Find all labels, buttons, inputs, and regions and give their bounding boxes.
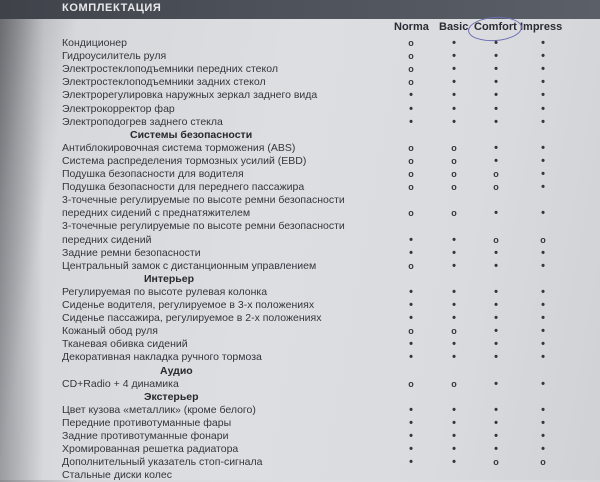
availability-mark: • [452, 430, 456, 442]
row-label: Подушка безопасности для переднего пассажира [62, 181, 305, 194]
row-label: Передние противотуманные фары [62, 416, 232, 429]
table-row [0, 456, 600, 469]
availability-mark: • [494, 63, 498, 76]
availability-mark: • [409, 312, 413, 325]
availability-mark: • [541, 102, 545, 115]
table-row [0, 286, 600, 299]
column-header-impress: Impress [520, 21, 563, 33]
availability-mark: • [409, 338, 413, 351]
availability-mark: • [452, 312, 456, 325]
column-header-basic: Basic [439, 21, 469, 33]
availability-mark: • [494, 430, 498, 442]
availability-mark: • [541, 115, 545, 128]
availability-mark: o [408, 155, 414, 166]
availability-mark: • [452, 102, 456, 115]
header-bar [0, 0, 600, 19]
section-title: Интерьер [144, 272, 194, 285]
availability-mark: o [408, 208, 414, 219]
availability-mark: • [409, 403, 413, 416]
availability-mark: • [409, 416, 413, 429]
row-label: Кондиционер [62, 37, 127, 49]
availability-mark: o [451, 326, 457, 337]
availability-mark: • [541, 325, 545, 338]
availability-mark: o [408, 64, 414, 75]
availability-mark: o [451, 155, 457, 166]
availability-mark: • [494, 285, 498, 298]
availability-mark: o [408, 77, 414, 88]
availability-mark: • [452, 76, 456, 89]
availability-mark: • [452, 299, 456, 311]
availability-mark: • [494, 50, 498, 63]
row-label: Антиблокировочная система торможения (ABS) [62, 141, 296, 154]
table-row [0, 430, 600, 443]
availability-mark: o [408, 378, 414, 389]
availability-mark: • [541, 403, 545, 416]
table-row [0, 194, 600, 207]
availability-mark: • [409, 299, 413, 311]
table-row [0, 299, 600, 312]
availability-mark: • [494, 141, 498, 154]
row-label: Гидроусилитель руля [62, 50, 167, 63]
row-label: передних сидений [62, 233, 152, 246]
table-row [0, 325, 600, 338]
row-label: Электростеклоподъемники задних стекол [62, 76, 266, 89]
availability-mark: • [452, 338, 456, 351]
availability-mark: • [494, 259, 498, 272]
table-row [0, 103, 600, 116]
availability-mark: o [408, 260, 414, 271]
table-row [0, 312, 600, 325]
availability-mark: • [541, 443, 545, 456]
row-label: Задние ремни безопасности [62, 246, 201, 259]
availability-mark: o [408, 38, 414, 48]
table-row [0, 351, 600, 364]
section-row [0, 365, 600, 378]
table-row [0, 404, 600, 417]
availability-mark: • [494, 207, 498, 220]
availability-mark: o [493, 182, 499, 193]
availability-mark: • [494, 377, 498, 390]
availability-mark: • [541, 37, 545, 49]
row-label: передних сидений с преднатяжителем [62, 207, 251, 220]
row-label: Центральный замок с дистанционным управлением [62, 259, 317, 272]
availability-mark: o [451, 378, 457, 389]
availability-mark: • [452, 63, 456, 76]
availability-mark: • [409, 102, 413, 115]
availability-mark: o [493, 457, 499, 468]
row-label: Сиденье пассажира, регулируемое в 2-х положениях [62, 312, 322, 325]
row-label: Стальные диски колес [62, 469, 172, 482]
row-label: Подушка безопасности для водителя [62, 168, 244, 180]
table-row [0, 181, 600, 194]
availability-mark: • [409, 351, 413, 364]
availability-mark: • [541, 63, 545, 76]
availability-mark: o [408, 142, 414, 153]
availability-mark: • [452, 259, 456, 272]
row-label: Декоративная накладка ручного тормоза [62, 351, 262, 364]
table-row [0, 155, 600, 168]
availability-mark: • [409, 233, 413, 246]
availability-mark: o [451, 142, 457, 153]
availability-mark: • [409, 89, 413, 102]
table-row [0, 116, 600, 129]
row-label: Электроподогрев заднего стекла [62, 115, 223, 128]
availability-mark: • [541, 430, 545, 442]
availability-mark: o [408, 326, 414, 337]
availability-mark: • [409, 115, 413, 128]
availability-mark: • [452, 443, 456, 456]
availability-mark: • [541, 285, 545, 298]
column-header-norma: Norma [394, 21, 429, 33]
availability-mark: • [494, 416, 498, 429]
availability-mark: • [541, 168, 545, 180]
availability-mark: • [452, 37, 456, 49]
availability-mark: • [541, 181, 545, 194]
availability-mark: • [409, 285, 413, 298]
table-row [0, 338, 600, 351]
table-row [0, 234, 600, 247]
availability-mark: • [494, 37, 498, 49]
availability-mark: • [452, 246, 456, 259]
availability-mark: • [494, 443, 498, 456]
availability-mark: • [541, 89, 545, 102]
table-row [0, 76, 600, 89]
availability-mark: • [494, 89, 498, 102]
availability-mark: o [451, 182, 457, 193]
row-label: Задние противотуманные фонари [62, 430, 229, 442]
page-title: КОМПЛЕКТАЦИЯ [62, 2, 162, 14]
availability-mark: • [409, 443, 413, 456]
table-row [0, 260, 600, 273]
availability-mark: • [494, 325, 498, 338]
table-row [0, 378, 600, 391]
availability-mark: • [452, 115, 456, 128]
row-label: Электрокорректор фар [62, 102, 175, 115]
availability-mark: o [493, 234, 499, 245]
row-label: Кожаный обод руля [62, 325, 158, 338]
section-row [0, 391, 600, 404]
availability-mark: • [541, 416, 545, 429]
availability-mark: o [408, 182, 414, 193]
availability-mark: • [452, 351, 456, 364]
section-title: Экстерьер [144, 390, 199, 403]
availability-mark: • [494, 403, 498, 416]
row-label: 3-точечные регулируемые по высоте ремни безопасности [62, 194, 345, 207]
row-label: Дополнительный указатель стоп-сигнала [62, 456, 263, 469]
availability-mark: • [494, 246, 498, 259]
availability-mark: o [540, 457, 546, 468]
section-title: Аудио [160, 364, 193, 377]
availability-mark: • [452, 403, 456, 416]
section-row [0, 273, 600, 286]
column-header-comfort: Comfort [474, 21, 517, 33]
table-row [0, 89, 600, 102]
availability-mark: • [494, 76, 498, 89]
section-title: Системы безопасности [130, 128, 253, 141]
availability-mark: o [408, 169, 414, 179]
availability-mark: • [541, 312, 545, 325]
row-label: Цвет кузова «металлик» (кроме белого) [62, 403, 256, 416]
table-row [0, 220, 600, 233]
row-label: Электрорегулировка наружных зеркал заднего вида [62, 89, 318, 102]
availability-mark: • [541, 246, 545, 259]
availability-mark: • [494, 338, 498, 351]
availability-mark: • [541, 299, 545, 311]
availability-mark: o [540, 234, 546, 245]
table-row [0, 37, 600, 50]
availability-mark: • [541, 76, 545, 89]
availability-mark: • [452, 50, 456, 63]
availability-mark: • [494, 299, 498, 311]
availability-mark: o [451, 169, 457, 179]
availability-mark: o [408, 51, 414, 62]
availability-mark: • [541, 207, 545, 220]
row-label: Сиденье водителя, регулируемое в 3-х положениях [62, 299, 315, 311]
availability-mark: • [452, 233, 456, 246]
availability-mark: • [541, 141, 545, 154]
availability-mark: • [541, 338, 545, 351]
section-row [0, 129, 600, 142]
row-label: Регулируемая по высоте рулевая колонка [62, 285, 268, 298]
availability-mark: • [452, 416, 456, 429]
table-row [0, 63, 600, 76]
row-label: Система распределения тормозных усилий (EBD) [62, 154, 307, 167]
table-row [0, 207, 600, 220]
availability-mark: • [494, 154, 498, 167]
availability-mark: o [451, 208, 457, 219]
availability-mark: • [409, 430, 413, 442]
row-label: Хромированная решетка радиатора [62, 443, 239, 456]
table-row [0, 469, 600, 482]
row-label: 3-точечные регулируемые по высоте ремни безопасности [62, 220, 345, 233]
table-row [0, 142, 600, 155]
availability-mark: • [409, 456, 413, 469]
availability-mark: • [541, 259, 545, 272]
availability-mark: • [452, 285, 456, 298]
availability-mark: • [494, 312, 498, 325]
table-row [0, 417, 600, 430]
table-row [0, 443, 600, 456]
availability-mark: • [541, 351, 545, 364]
row-label: Тканевая обивка сидений [62, 338, 188, 351]
availability-mark: • [409, 246, 413, 259]
row-label: Электростеклоподъемники передних стекол [62, 63, 278, 76]
table-row [0, 50, 600, 63]
availability-mark: • [541, 50, 545, 63]
availability-mark: • [541, 377, 545, 390]
availability-mark: • [452, 89, 456, 102]
table-row [0, 168, 600, 181]
availability-mark: • [494, 115, 498, 128]
availability-mark: • [494, 102, 498, 115]
availability-mark: • [541, 154, 545, 167]
availability-mark: • [494, 351, 498, 364]
row-label: CD+Radio + 4 динамика [62, 377, 179, 390]
table-row [0, 247, 600, 260]
availability-mark: • [452, 456, 456, 469]
availability-mark: o [493, 169, 499, 179]
